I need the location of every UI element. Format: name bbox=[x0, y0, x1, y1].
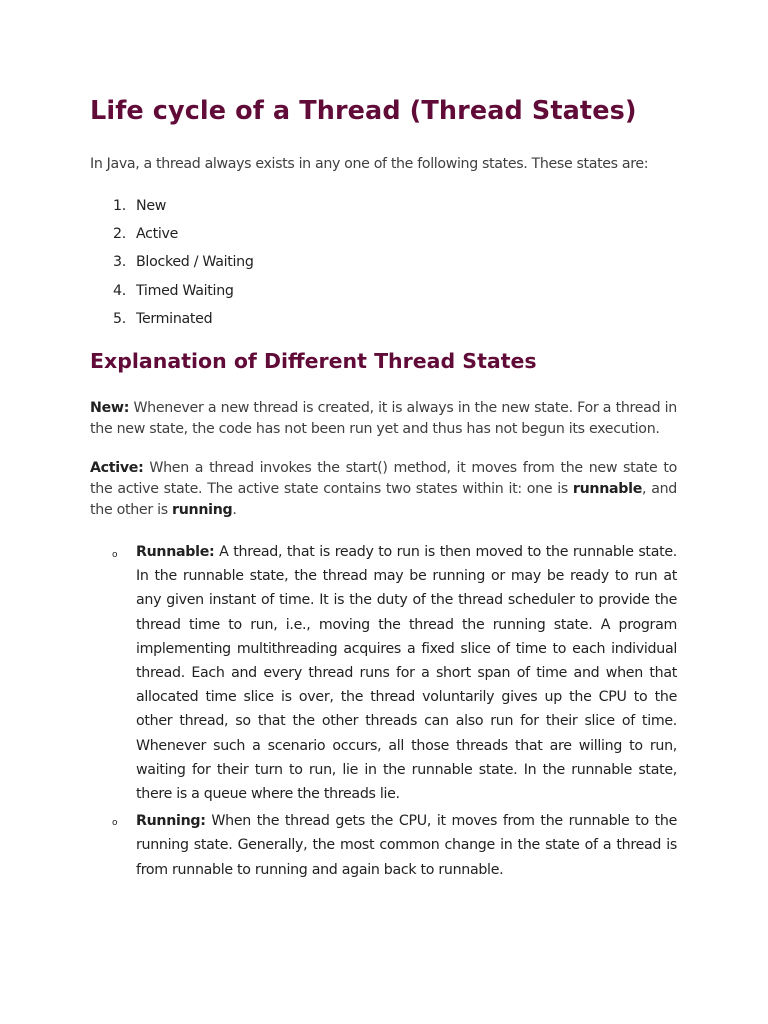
page-title: Life cycle of a Thread (Thread States) bbox=[90, 96, 637, 126]
list-item bbox=[0, 540, 677, 806]
section-heading: Explanation of Different Thread States bbox=[90, 349, 537, 373]
running-description bbox=[136, 809, 677, 882]
list-item-label: Blocked / Waiting bbox=[136, 254, 254, 271]
runnable-text: A thread, that is ready to run is then moved to the runnable state. In the runnable state, the thread may be running or may be ready to run at any given instant of time. It is the duty of the thread scheduler to provide the thread time to run, i.e., moving the thread the running state. A program implementing multithreading acquires a fixed slice of time to each individual thread. Each and every thread runs for a short span of time and when that allocated time slice is over, the thread voluntarily gives up the CPU to the other thread, so that the other threads can also run for their slice of time. Whenever such a scenario occurs, all those threads that are willing to run, waiting for their turn to run, lie in the runnable state. In the runnable state, there is a queue where the threads lie. bbox=[136, 544, 677, 803]
runnable-term: Runnable: bbox=[136, 544, 215, 560]
active-description-part-3: . bbox=[232, 502, 237, 518]
list-item-label: Terminated bbox=[136, 310, 213, 327]
running-keyword: running bbox=[172, 502, 233, 518]
list-item-number: 5. bbox=[113, 310, 126, 327]
intro-paragraph: In Java, a thread always exists in any one of the following states. These states are: bbox=[90, 156, 649, 172]
list-item-number: 2. bbox=[113, 226, 126, 243]
list-item-number: 4. bbox=[113, 282, 126, 299]
list-item-label: Timed Waiting bbox=[136, 282, 234, 299]
list-item-number: 3. bbox=[113, 254, 126, 271]
active-description-part-2: , and the other is bbox=[90, 481, 677, 518]
runnable-description bbox=[136, 540, 677, 806]
active-term: Active: bbox=[90, 460, 144, 476]
list-item bbox=[0, 809, 677, 882]
running-term: Running: bbox=[136, 813, 206, 830]
list-item-label: Active bbox=[136, 226, 179, 243]
new-state-paragraph bbox=[90, 398, 677, 440]
list-item-label: New bbox=[136, 198, 167, 214]
active-state-paragraph bbox=[90, 458, 677, 521]
runnable-keyword: runnable bbox=[572, 481, 643, 497]
circle-bullet-icon: o bbox=[112, 818, 118, 829]
circle-bullet-icon: o bbox=[112, 550, 118, 560]
active-description-part-1: When a thread invokes the start() method, it moves from the new state to the active state. The active state contains two states within it: one is bbox=[90, 460, 677, 497]
running-text: When the thread gets the CPU, it moves from the runnable to the running state. Generally, the most common change in the state of a thread is from runnable to running and again back to runnable. bbox=[136, 813, 677, 878]
new-description: Whenever a new thread is created, it is always in the new state. For a thread in the new state, the code has not been run yet and thus has not begun its execution. bbox=[90, 400, 677, 437]
new-term: New: bbox=[90, 400, 130, 416]
list-item-number: 1. bbox=[113, 198, 126, 214]
active-substates-list bbox=[0, 540, 677, 882]
